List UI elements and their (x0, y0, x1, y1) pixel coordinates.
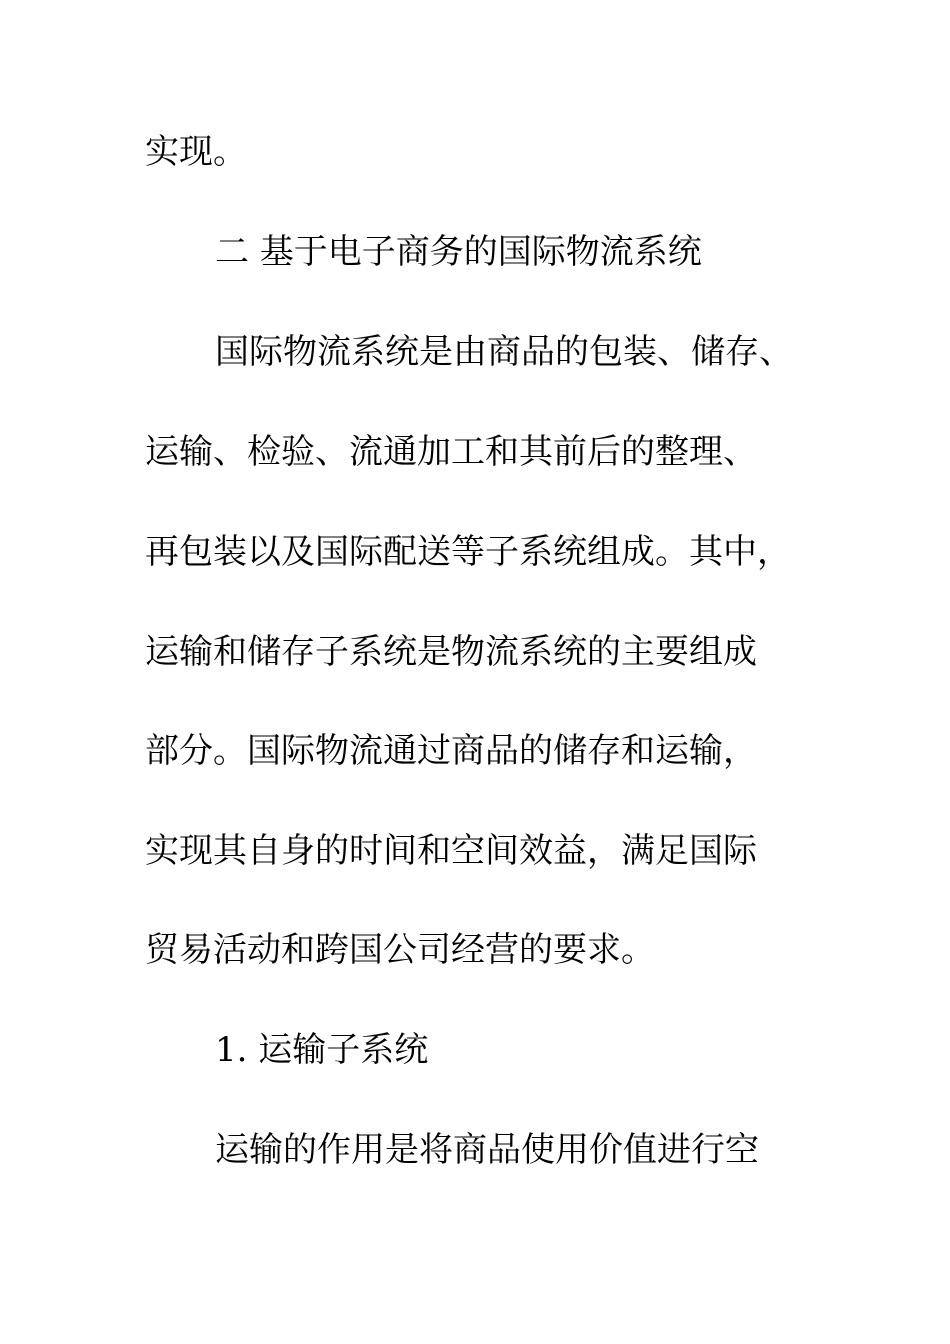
paragraph-line: 贸易活动和跨国公司经营的要求。 (145, 930, 655, 970)
paragraph-line: 运输的作用是将商品使用价值进行空 (215, 1130, 759, 1170)
paragraph-line: 运输、检验、流通加工和其前后的整理、 (145, 432, 757, 472)
paragraph-line: 实现其自身的时间和空间效益，满足国际 (145, 831, 757, 871)
paragraph-line: 国际物流系统是由商品的包装、储存、 (215, 332, 793, 372)
subsection-heading: 1. 运输子系统 (215, 1030, 429, 1070)
paragraph-line: 运输和储存子系统是物流系统的主要组成 (145, 632, 757, 672)
paragraph-line: 实现。 (145, 132, 247, 172)
section-heading: 二 基于电子商务的国际物流系统 (215, 232, 702, 272)
paragraph-line: 部分。国际物流通过商品的储存和运输， (145, 731, 757, 771)
paragraph-line: 再包装以及国际配送等子系统组成。其中， (145, 532, 791, 572)
